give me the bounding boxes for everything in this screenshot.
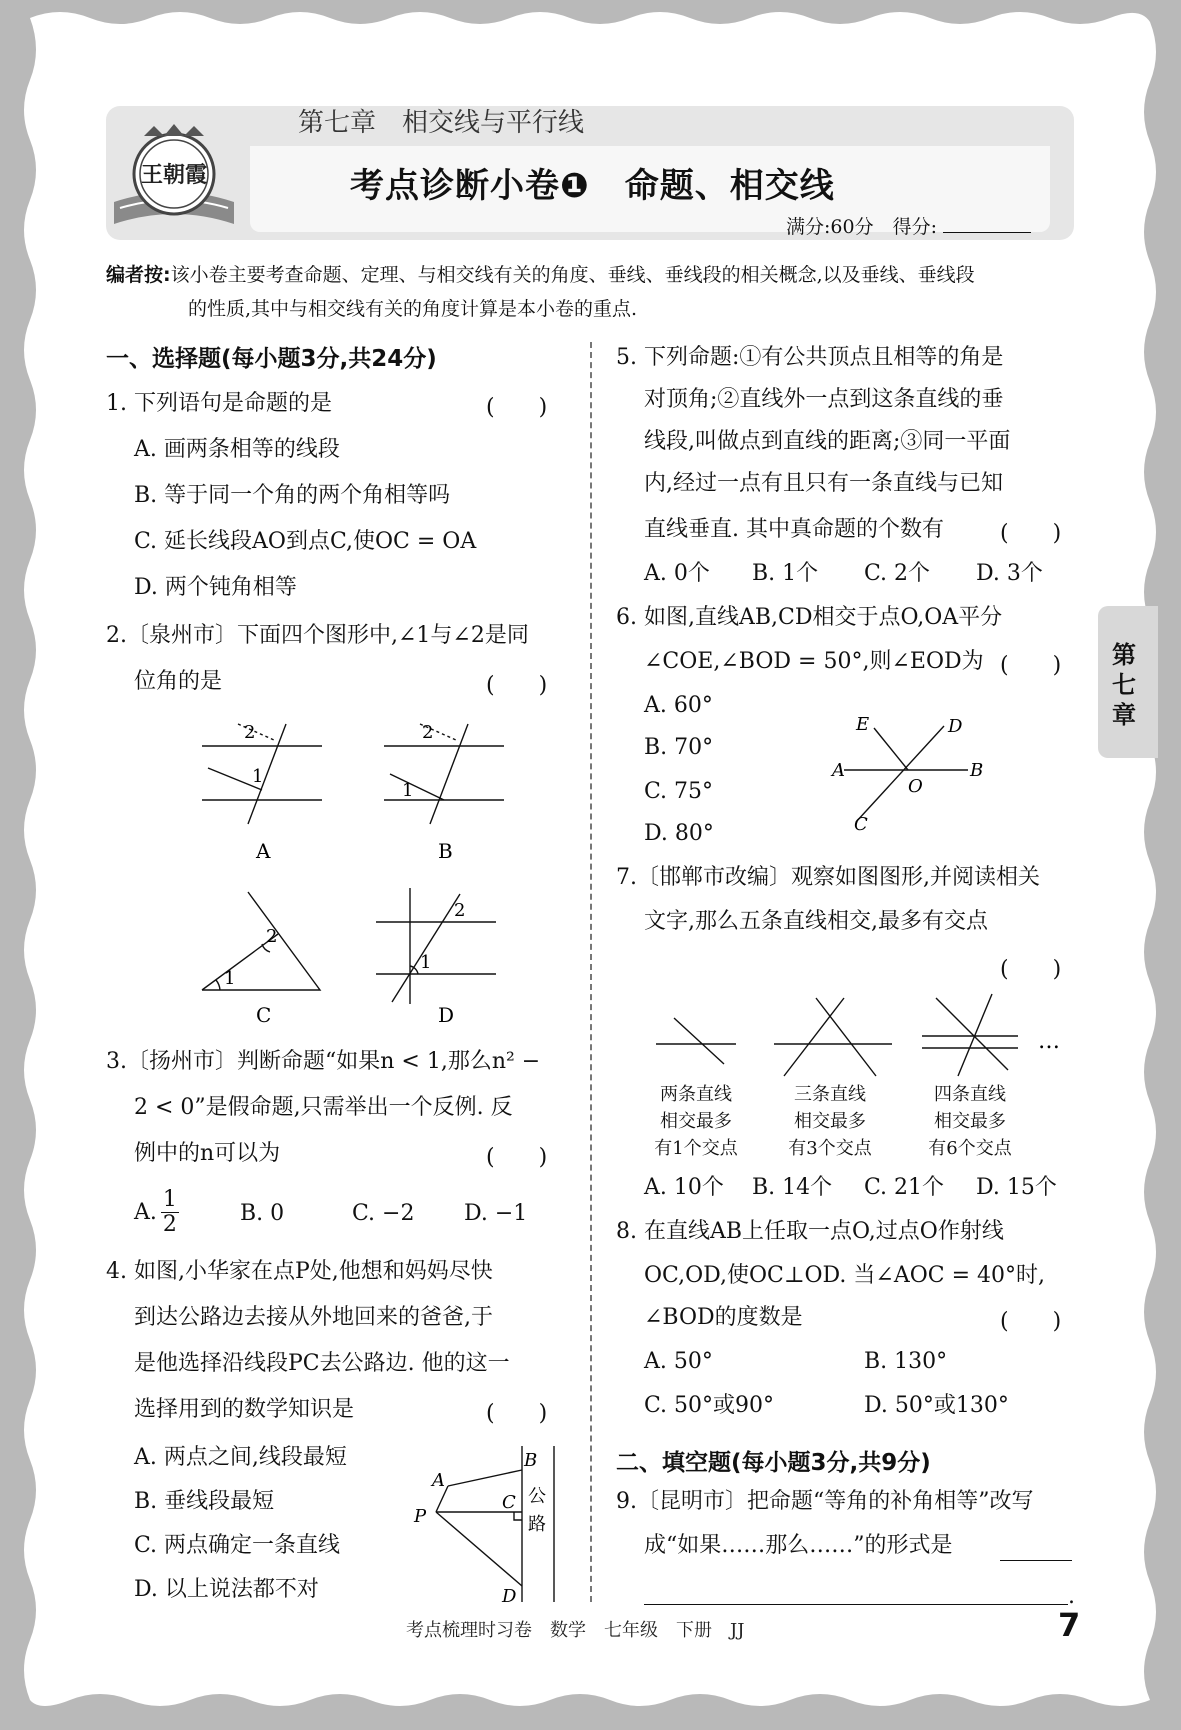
q4-option-b[interactable]: B. 垂线段最短 [134,1489,275,1514]
q7-option-b[interactable]: B. 14个 [752,1175,833,1200]
q7-cap2-line1: 三条直线 [794,1084,866,1105]
q2-fig-d-label: D [438,1003,455,1027]
q3-stem-line2: 2 < 0”是假命题,只需举出一个反例. 反 [134,1095,513,1120]
q7-figures [640,992,1080,1082]
q6-option-b[interactable]: B. 70° [644,735,714,760]
q7-cap3-line3: 有6个交点 [928,1138,1012,1159]
q8-line2: OC,OD,使OC⊥OD. 当∠AOC = 40°时, [644,1263,1045,1288]
q8-line3: ∠BOD的度数是 [644,1305,803,1330]
section2-title: 二、填空题(每小题3分,共9分) [616,1450,931,1476]
q7-line1: 7.〔邯郸市改编〕观察如图图形,并阅读相关 [616,865,1040,890]
q4-fig-D: D [502,1586,517,1607]
q9-line2: 成“如果……那么……”的形式是 [644,1533,953,1558]
q4-fig-road2: 路 [528,1514,546,1535]
q2-fig-b-2: 2 [422,722,434,743]
q2-fig-d-1: 1 [420,952,432,973]
q5-line3: 线段,叫做点到直线的距离;③同一平面 [644,429,1011,454]
q4-fig-road1: 公 [528,1486,546,1507]
q3-option-a[interactable] [134,1188,179,1237]
q7-option-d[interactable]: D. 15个 [976,1175,1057,1200]
q5-answer-paren[interactable]: ( ) [1000,521,1062,546]
q4-stem-line2: 到达公路边去接从外地回来的爸爸,于 [134,1305,493,1330]
q7-option-c[interactable]: C. 21个 [864,1175,945,1200]
q2-fig-b-label: B [438,839,453,863]
q7-option-a[interactable]: A. 10个 [644,1175,724,1200]
q6-fig-D: D [948,716,963,737]
q9-line1: 9.〔昆明市〕把命题“等角的补角相等”改写 [616,1489,1034,1514]
q7-caption-three-lines [770,1081,890,1162]
q8-option-c[interactable]: C. 50°或90° [644,1393,775,1418]
editor-note-line1: 该小卷主要考查命题、定理、与相交线有关的角度、垂线、垂线段的相关概念,以及垂线、垂线段 [170,264,975,286]
score-text: 满分:60分 得分: [786,216,937,238]
q1-option-c[interactable]: C. 延长线段AO到点C,使OC = OA [134,529,477,554]
q8-answer-paren[interactable]: ( ) [1000,1309,1062,1334]
q3-stem-line3: 例中的n可以为 [134,1141,281,1166]
q6-fig-E: E [856,714,870,735]
q4-fig-B: B [524,1450,538,1471]
page-title: 考点诊断小卷❶ 命题、相交线 [350,166,835,206]
q4-option-a[interactable]: A. 两点之间,线段最短 [134,1445,347,1470]
q6-fig-B: B [970,760,984,781]
q8-option-a[interactable]: A. 50° [644,1349,713,1374]
q2-fig-a-label: A [256,839,271,863]
score-label [786,212,1031,239]
q2-fig-c-2: 2 [266,926,278,947]
footer-text: 考点梳理时习卷 数学 七年级 下册 JJ [406,1620,745,1641]
q6-line1: 6. 如图,直线AB,CD相交于点O,OA平分 [616,605,1003,630]
q8-option-d[interactable]: D. 50°或130° [864,1393,1009,1418]
q4-stem-line4: 选择用到的数学知识是 [134,1397,355,1422]
q3-answer-paren[interactable]: ( ) [486,1145,548,1170]
q8-line1: 8. 在直线AB上任取一点O,过点O作射线 [616,1219,1004,1244]
q7-caption-four-lines [910,1081,1030,1162]
q2-figures [190,712,530,1032]
q1-option-b[interactable]: B. 等于同一个角的两个角相等吗 [134,483,451,508]
q2-fig-b-1: 1 [402,780,414,801]
q2-answer-paren[interactable]: ( ) [486,673,548,698]
q6-line2: ∠COE,∠BOD = 50°,则∠EOD为 [644,649,984,674]
chapter-side-tab-text: 第七章 [1112,641,1136,729]
q1-option-a[interactable]: A. 画两条相等的线段 [134,437,340,462]
q5-option-b[interactable]: B. 1个 [752,561,819,586]
q4-answer-paren[interactable]: ( ) [486,1401,548,1426]
q2-figure-d [376,888,496,1004]
q4-stem-line3: 是他选择沿线段PC去公路边. 他的这一 [134,1351,510,1376]
q5-line5: 直线垂直. 其中真命题的个数有 [644,517,944,542]
q5-option-a[interactable]: A. 0个 [644,561,710,586]
q6-option-d[interactable]: D. 80° [644,821,714,846]
q7-line2: 文字,那么五条直线相交,最多有交点 [644,909,988,934]
q6-figure [820,708,1000,838]
q7-cap2-line2: 相交最多 [794,1111,866,1132]
q5-line2: 对顶角;②直线外一点到这条直线的垂 [644,387,1004,412]
q4-fig-P: P [414,1506,427,1527]
q2-figure-c [202,892,320,990]
page-number: 7 [1058,1606,1081,1644]
chapter-title: 第七章 相交线与平行线 [298,108,585,138]
q5-option-d[interactable]: D. 3个 [976,561,1043,586]
editor-note [106,258,975,326]
q4-fig-A: A [432,1470,445,1491]
q6-option-c[interactable]: C. 75° [644,779,714,804]
q3-option-b[interactable]: B. 0 [240,1201,285,1226]
publisher-logo [104,112,244,230]
q9-answer-blank-2[interactable] [644,1604,1068,1605]
q7-caption-two-lines [636,1081,756,1162]
q2-fig-a-2: 2 [244,722,256,743]
q3-option-a-label: A. [134,1200,157,1225]
q5-line1: 5. 下列命题:①有公共顶点且相等的角是 [616,345,1004,370]
q3-option-a-fraction [161,1188,179,1237]
q7-cap1-line3: 有1个交点 [654,1138,738,1159]
q2-fig-a-1: 1 [252,766,264,787]
q5-line4: 内,经过一点有且只有一条直线与已知 [644,471,1003,496]
q1-option-d[interactable]: D. 两个钝角相等 [134,575,297,600]
editor-note-line2: 的性质,其中与相交线有关的角度计算是本小卷的重点. [188,298,638,320]
q5-option-c[interactable]: C. 2个 [864,561,931,586]
section1-title: 一、选择题(每小题3分,共24分) [106,346,437,372]
q7-cap1-line2: 相交最多 [660,1111,732,1132]
q4-figure [408,1436,568,1608]
q7-cap3-line2: 相交最多 [934,1111,1006,1132]
q7-cap2-line3: 有3个交点 [788,1138,872,1159]
column-divider [590,342,592,1602]
q9-end-period: . [1068,1584,1075,1609]
q6-option-a[interactable]: A. 60° [644,693,713,718]
q3-stem-line1: 3.〔扬州市〕判断命题“如果n < 1,那么n² − [106,1049,541,1074]
q6-fig-A: A [832,760,845,781]
q8-option-b[interactable]: B. 130° [864,1349,948,1374]
q2-fig-c-1: 1 [224,968,236,989]
q6-fig-C: C [854,814,868,835]
q4-option-c[interactable]: C. 两点确定一条直线 [134,1533,341,1558]
q2-figure-b [384,724,504,824]
q2-stem-line2: 位角的是 [134,669,223,694]
logo-text: 王朝霞 [140,162,208,188]
q9-answer-blank-1[interactable] [1000,1560,1072,1561]
q4-fig-C: C [502,1492,516,1513]
q1-stem: 1. 下列语句是命题的是 [106,391,332,416]
q6-answer-paren[interactable]: ( ) [1000,653,1062,678]
q7-ellipsis: … [1038,1029,1060,1054]
q3-option-c[interactable]: C. −2 [352,1201,415,1226]
q3-option-a-denominator: 2 [162,1212,177,1237]
q1-answer-paren[interactable]: ( ) [486,395,548,420]
q2-fig-d-2: 2 [454,900,466,921]
q7-answer-paren[interactable]: ( ) [1000,957,1062,982]
q2-stem-line1: 2.〔泉州市〕下面四个图形中,∠1与∠2是同 [106,623,529,648]
q7-cap1-line1: 两条直线 [660,1084,732,1105]
q3-option-d[interactable]: D. −1 [464,1201,528,1226]
q2-fig-c-label: C [256,1003,272,1027]
q6-fig-O: O [908,776,923,797]
q4-option-d[interactable]: D. 以上说法都不对 [134,1577,319,1602]
q3-option-a-numerator: 1 [162,1187,177,1212]
editor-note-label: 编者按: [106,264,171,286]
score-blank[interactable] [943,218,1031,233]
q7-cap3-line1: 四条直线 [934,1084,1006,1105]
q4-stem-line1: 4. 如图,小华家在点P处,他想和妈妈尽快 [106,1259,493,1284]
